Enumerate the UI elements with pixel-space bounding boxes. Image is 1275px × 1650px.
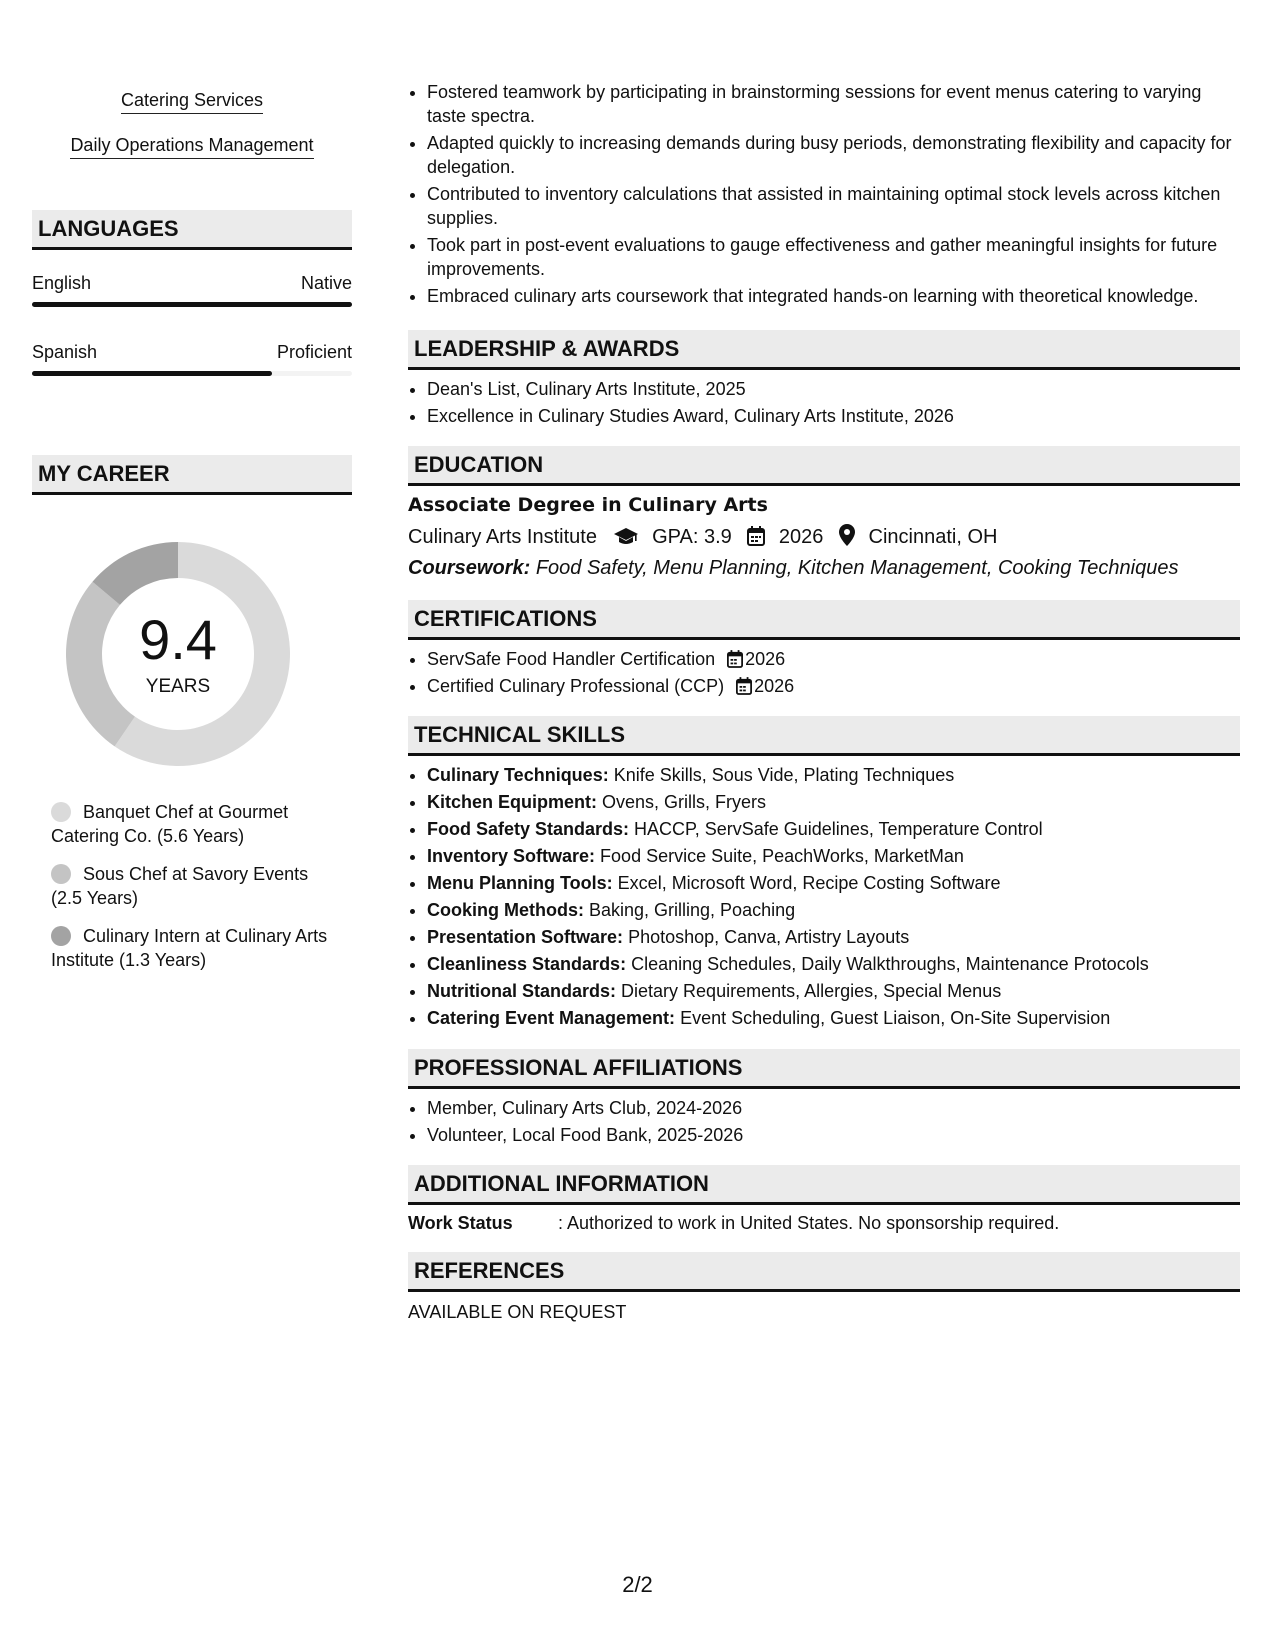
section-title: EDUCATION (414, 452, 544, 477)
work-status (408, 1213, 1240, 1234)
skill-label: Catering Event Management: (427, 1008, 676, 1028)
skill-item (427, 790, 1240, 814)
skill-value: Ovens, Grills, Fryers (602, 792, 767, 812)
list-item: • Member, Culinary Arts Club, 2024-2026 (427, 1096, 1240, 1120)
graduation-year: 2026 (778, 526, 824, 548)
tag-catering (32, 89, 352, 111)
skill-value: Knife Skills, Sous Vide, Plating Techniques (613, 765, 955, 785)
calendar-icon (727, 650, 743, 668)
career-legend-item (51, 800, 341, 848)
school-location: Cincinnati, OH (868, 526, 998, 548)
coursework (408, 557, 1240, 580)
skills-list (408, 763, 1240, 1033)
references-header (408, 1252, 1240, 1292)
language-bar (32, 302, 352, 307)
cert-year: 2026 (745, 649, 786, 669)
calendar-icon (736, 677, 752, 695)
language-bar-fill (32, 371, 272, 376)
legend-label: Banquet Chef at Gourmet Catering Co. (5.6 Years) (51, 802, 289, 846)
skill-label: Food Safety Standards: (427, 819, 630, 839)
language-name: Spanish (32, 342, 98, 362)
list-item: • Contributed to inventory calculations that assisted in maintaining optimal stock levels across kitchen supplies. (427, 182, 1240, 230)
graduation-cap-icon (613, 526, 639, 546)
skill-label: Cleanliness Standards: (427, 954, 627, 974)
skill-label: Inventory Software: (427, 846, 596, 866)
skill-item (427, 925, 1240, 949)
legend-dot (51, 802, 71, 822)
affiliations-header (408, 1049, 1240, 1089)
tag-label: Daily Operations Management (70, 135, 313, 159)
education-header (408, 446, 1240, 486)
legend-dot (51, 926, 71, 946)
list-item: • Took part in post-event evaluations to gauge effectiveness and gather meaningful insights for future improvements. (427, 233, 1240, 281)
languages-title: LANGUAGES (38, 216, 179, 241)
list-item: • Excellence in Culinary Studies Award, Culinary Arts Institute, 2026 (427, 404, 1240, 428)
languages-header (32, 210, 352, 250)
skill-label: Presentation Software: (427, 927, 624, 947)
career-total-years: 9.4 (139, 608, 217, 671)
leadership-list (408, 377, 1240, 431)
legend-label: Culinary Intern at Culinary Arts Institute (1.3 Years) (51, 926, 328, 970)
certifications-header (408, 600, 1240, 640)
school-name: Culinary Arts Institute (408, 526, 597, 548)
legend-dot (51, 864, 71, 884)
leadership-header (408, 330, 1240, 370)
skill-value: Event Scheduling, Guest Liaison, On-Site Supervision (680, 1008, 1111, 1028)
work-status-label: Work Status (408, 1213, 513, 1233)
section-title: TECHNICAL SKILLS (414, 722, 626, 747)
language-level: Proficient (276, 342, 352, 362)
skill-value: Food Service Suite, PeachWorks, MarketMan (600, 846, 964, 866)
skill-value: Cleaning Schedules, Daily Walkthroughs, Maintenance Protocols (631, 954, 1149, 974)
skill-item (427, 817, 1240, 841)
cert-name: Certified Culinary Professional (CCP) (427, 676, 725, 696)
section-title: REFERENCES (414, 1258, 565, 1283)
skill-value: Dietary Requirements, Allergies, Special Menus (621, 981, 1002, 1001)
skill-item (427, 871, 1240, 895)
affiliations-list (408, 1096, 1240, 1150)
skill-item (427, 763, 1240, 787)
certifications-list (408, 647, 1240, 701)
list-item: • Embraced culinary arts coursework that integrated hands-on learning with theoretical knowledge. (427, 284, 1240, 308)
skill-item (427, 979, 1240, 1003)
language-level: Native (300, 273, 352, 293)
skill-value: Excel, Microsoft Word, Recipe Costing Software (617, 873, 1001, 893)
skill-label: Culinary Techniques: (427, 765, 609, 785)
skill-label: Cooking Methods: (427, 900, 584, 920)
section-title: PROFESSIONAL AFFILIATIONS (414, 1055, 743, 1080)
section-title: CERTIFICATIONS (414, 606, 597, 631)
list-item: • Volunteer, Local Food Bank, 2025-2026 (427, 1123, 1240, 1147)
career-legend-item (51, 862, 341, 910)
cert-name: ServSafe Food Handler Certification (427, 649, 716, 669)
skill-value: Baking, Grilling, Poaching (589, 900, 796, 920)
language-bar (32, 371, 352, 376)
coursework-list: Food Safety, Menu Planning, Kitchen Management, Cooking Techniques (535, 557, 1179, 579)
skill-item (427, 844, 1240, 868)
calendar-icon (747, 526, 765, 546)
list-item: • Fostered teamwork by participating in brainstorming sessions for event menus catering to varying taste spectra. (427, 80, 1240, 128)
experience-bullets (408, 80, 1240, 311)
tag-label: Catering Services (121, 90, 263, 114)
skill-value: Photoshop, Canva, Artistry Layouts (628, 927, 910, 947)
section-title: ADDITIONAL INFORMATION (414, 1171, 709, 1196)
coursework-label: Coursework: (408, 557, 531, 579)
location-pin-icon (839, 524, 855, 546)
skill-item (427, 952, 1240, 976)
career-total-unit: YEARS (145, 676, 211, 697)
skills-header (408, 716, 1240, 756)
education-details (408, 524, 1240, 549)
references-text: AVAILABLE ON REQUEST (408, 1302, 627, 1322)
language-bar-fill (32, 302, 352, 307)
language-name: English (32, 273, 92, 293)
list-item (427, 647, 1240, 671)
tag-daily-ops (32, 134, 352, 156)
career-legend-item (51, 924, 341, 972)
skill-label: Nutritional Standards: (427, 981, 617, 1001)
section-title: LEADERSHIP & AWARDS (414, 336, 680, 361)
education-block (408, 494, 1240, 580)
skill-value: HACCP, ServSafe Guidelines, Temperature Control (634, 819, 1043, 839)
list-item (427, 674, 1240, 698)
skill-item (427, 898, 1240, 922)
career-header (32, 455, 352, 495)
gpa: GPA: 3.9 (652, 526, 732, 548)
skill-label: Kitchen Equipment: (427, 792, 597, 812)
list-item: • Dean's List, Culinary Arts Institute, 2025 (427, 377, 1240, 401)
list-item: • Adapted quickly to increasing demands during busy periods, demonstrating flexibility and capacity for delegation. (427, 131, 1240, 179)
skill-label: Menu Planning Tools: (427, 873, 613, 893)
page-number: 2/2 (622, 1572, 653, 1597)
degree-title: Associate Degree in Culinary Arts (408, 494, 768, 516)
career-title: MY CAREER (38, 461, 170, 486)
legend-label: Sous Chef at Savory Events (2.5 Years) (51, 864, 309, 908)
cert-year: 2026 (754, 676, 795, 696)
work-status-value: : Authorized to work in United States. No sponsorship required. (558, 1213, 1060, 1233)
additional-info-header (408, 1165, 1240, 1205)
skill-item (427, 1006, 1240, 1030)
